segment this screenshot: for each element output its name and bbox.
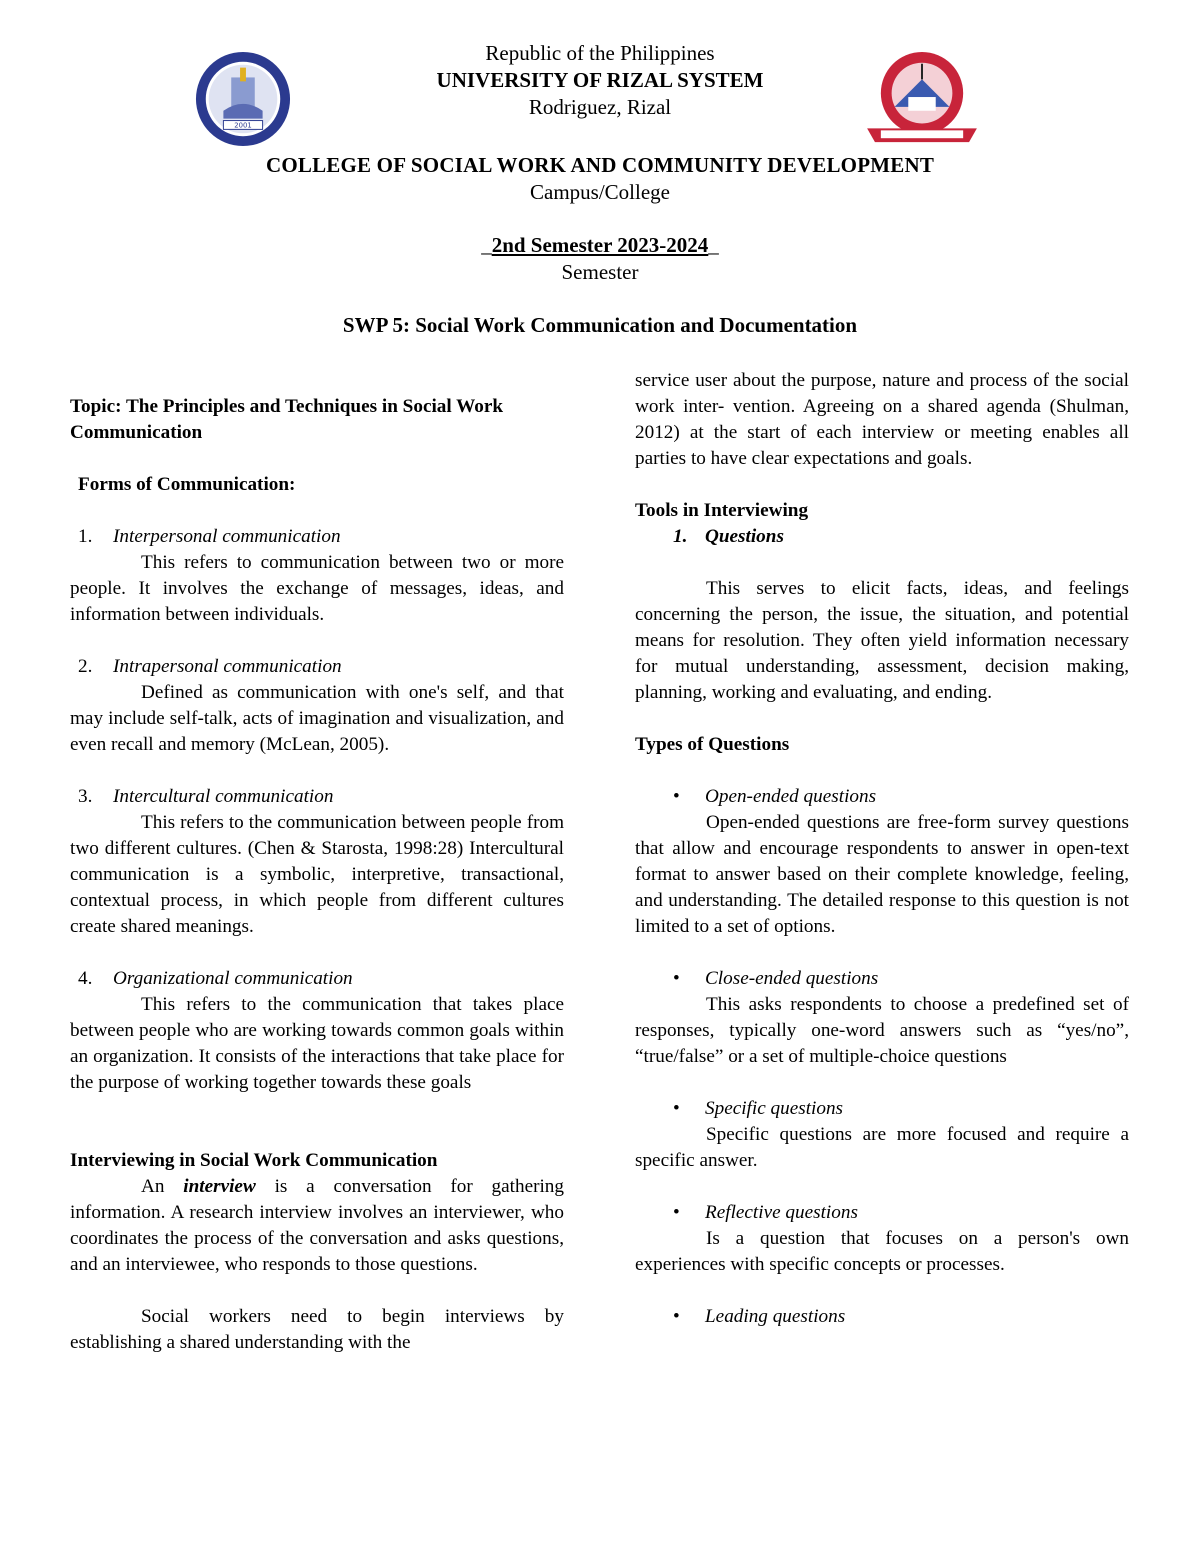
form-body: This refers to communication between two or more people. It involves the exchange of messages, ideas, and information between individuals.	[70, 552, 564, 625]
question-type-title: Specific questions	[705, 1098, 844, 1119]
interview-paragraph-1: An interview is a conversation for gathering information. A research interview involves an interviewer, who coordinates the process of the conversation and asks questions, and an interviewee, who responds to those questions.	[70, 1176, 564, 1275]
tools-heading: Tools in Interviewing	[635, 500, 809, 521]
republic-line: Republic of the Philippines	[485, 41, 715, 65]
semester-caption: Semester	[561, 260, 639, 284]
form-title: Organizational communication	[113, 968, 353, 989]
college-name: COLLEGE OF SOCIAL WORK AND COMMUNITY DEVELOPMENT	[265, 153, 935, 177]
form-item-2	[70, 654, 564, 680]
document-header	[0, 40, 1200, 121]
university-name: UNIVERSITY OF RIZAL SYSTEM	[436, 68, 764, 92]
bullet-icon: •	[673, 1306, 680, 1327]
question-type-body: Specific questions are more focused and require a specific answer.	[635, 1124, 1129, 1171]
college-block	[0, 152, 1200, 206]
question-type-title: Reflective questions	[705, 1202, 858, 1223]
form-title: Intercultural communication	[113, 786, 334, 807]
bullet-icon: •	[673, 1098, 680, 1119]
semester-block: _2nd Semester 2023-2024_ Semester	[0, 232, 1200, 286]
bullet-icon: •	[673, 786, 680, 807]
form-number: 4.	[78, 968, 93, 989]
tool-title: Questions	[705, 526, 784, 547]
question-type-body: Open-ended questions are free-form survey questions that allow and encourage respondents to answer in open-text format to answer based on their complete knowledge, feeling, and understanding. The detailed response to this question is not limited to a set of options.	[635, 812, 1129, 937]
forms-heading: Forms of Communication:	[78, 474, 296, 495]
tool-item-1	[635, 524, 1129, 550]
form-item-4	[70, 966, 564, 992]
topic-heading: Topic: The Principles and Techniques in Social Work Communication	[70, 396, 504, 443]
tool-number: 1.	[673, 526, 688, 547]
bullet-icon: •	[673, 968, 680, 989]
form-title: Intrapersonal communication	[113, 656, 342, 677]
form-item-1	[70, 524, 564, 550]
semester-value: 2nd Semester 2023-2024	[491, 233, 709, 257]
question-type-4	[635, 1200, 1129, 1226]
right-column	[635, 368, 1129, 1330]
interview-paragraph-2: Social workers need to begin interviews by establishing a shared understanding with the	[70, 1306, 564, 1353]
tool-body: This serves to elicit facts, ideas, and feelings concerning the person, the issue, the situation, and potential means for resolution. They often yield information necessary for mutual understanding, assessment, decision making, planning, working and evaluating, and ending.	[635, 578, 1129, 703]
interview-term: interview	[183, 1176, 256, 1197]
seal-year: 2001	[234, 121, 252, 130]
form-body: Defined as communication with one's self, and that may include self-talk, acts of imagination and visualization, and even recall and memory (McLean, 2005).	[70, 682, 564, 755]
form-title: Interpersonal communication	[113, 526, 341, 547]
form-number: 2.	[78, 656, 93, 677]
form-number: 1.	[78, 526, 93, 547]
question-type-body: Is a question that focuses on a person's own experiences with specific concepts or processes.	[635, 1228, 1129, 1275]
left-column	[70, 368, 564, 1356]
question-type-5	[635, 1304, 1129, 1330]
university-location: Rodriguez, Rizal	[528, 95, 672, 119]
question-type-body: This asks respondents to choose a predefined set of responses, typically one-word answers such as “yes/no”, “true/false” or a set of multiple-choice questions	[635, 994, 1129, 1067]
interview-heading: Interviewing in Social Work Communication	[70, 1150, 438, 1171]
question-type-title: Close-ended questions	[705, 968, 879, 989]
types-heading: Types of Questions	[635, 734, 790, 755]
question-type-3	[635, 1096, 1129, 1122]
bullet-icon: •	[673, 1202, 680, 1223]
course-title: SWP 5: Social Work Communication and Documentation	[342, 313, 858, 337]
question-type-title: Leading questions	[705, 1306, 846, 1327]
question-type-2	[635, 966, 1129, 992]
question-type-title: Open-ended questions	[705, 786, 877, 807]
form-item-3	[70, 784, 564, 810]
form-body: This refers to the communication that takes place between people who are working towards common goals within an organization. It consists of the interactions that take place for the purpose of working together towards these goals	[70, 994, 564, 1093]
question-type-1	[635, 784, 1129, 810]
continuation-paragraph: service user about the purpose, nature and process of the social work inter- vention. Agreeing on a shared agenda (Shulman, 2012) at the start of each interview or meeting enables all parties to have clear expectations and goals.	[635, 370, 1129, 469]
form-number: 3.	[78, 786, 93, 807]
form-body: This refers to the communication between people from two different cultures. (Chen & Starosta, 1998:28) Intercultural communication is a symbolic, interpretive, transactional, contextual process, in which people from different cultures create shared meanings.	[70, 812, 564, 937]
college-caption: Campus/College	[530, 180, 670, 204]
